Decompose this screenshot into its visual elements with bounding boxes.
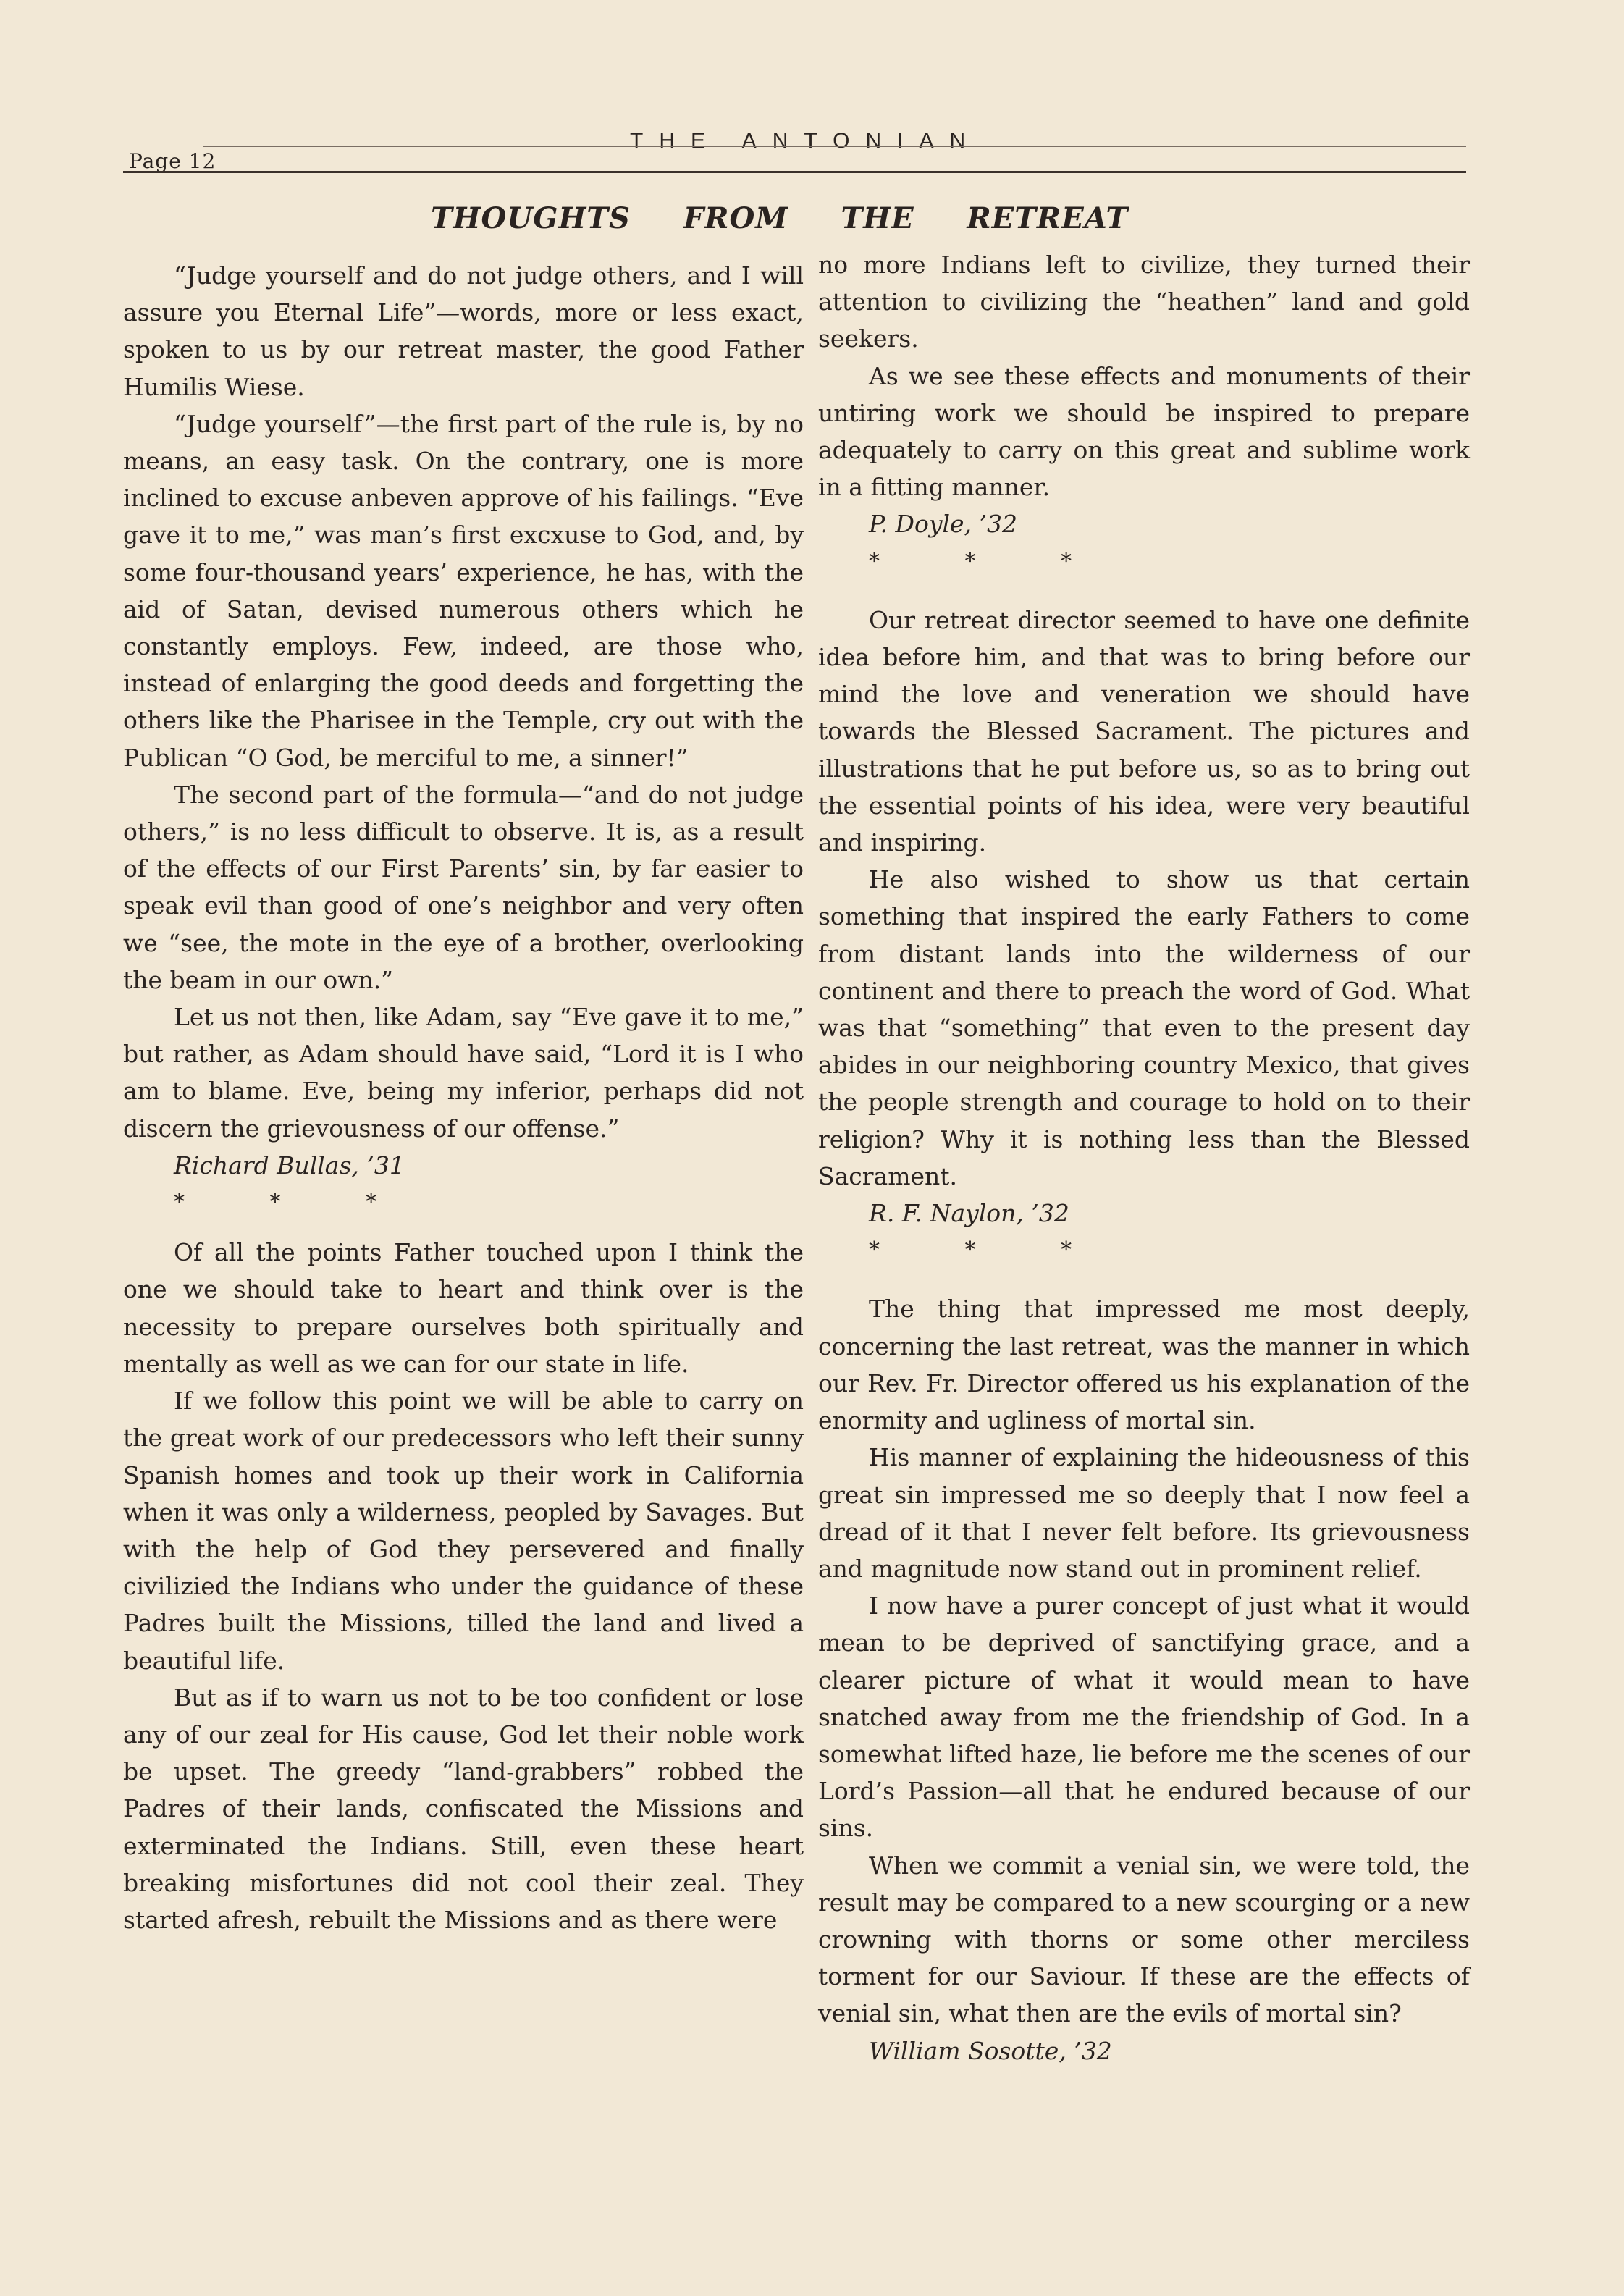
- masthead: THE ANTONIAN: [630, 129, 982, 153]
- paragraph: His manner of explaining the hideousness of this great sin impressed me so deeply that I now feel a dread of it that I never felt before. Its grievousness and magnitude now stand out in prominent relief.: [818, 1443, 1470, 1583]
- right-column: [818, 246, 1470, 2069]
- section-separator: * * *: [174, 1190, 416, 1216]
- section-separator: * * *: [869, 548, 1111, 574]
- header-rule-thin: [203, 146, 1466, 147]
- article-title: THOUGHTS FROM THE RETREAT: [431, 201, 1129, 235]
- left-column: [123, 257, 804, 1938]
- section-separator: * * *: [869, 1237, 1111, 1263]
- paragraph: The second part of the formula—“and do not judge others,” is no less difficult to observe. It is, as a result of the effects of our First Parents’ sin, by far easier to speak evil than good of one’s neighbor and very often we “see, the mote in the eye of a brother, overlooking the beam in our own.”: [123, 780, 804, 994]
- author-signature: R. F. Naylon, ’32: [869, 1199, 1069, 1228]
- page-header: [123, 129, 1466, 172]
- paragraph: Of all the points Father touched upon I think the one we should take to heart and think over is the necessity to prepare ourselves both spiritually and mentally as well as we can for our state in life.: [123, 1238, 804, 1378]
- paragraph: But as if to warn us not to be too confident or lose any of our zeal for His cause, God let their noble work be upset. The greedy “land-grabbers” robbed the Padres of their lands, confiscated the Missions and exterminated the Indians. Still, even these heart breaking misfortunes did not cool their zeal. They started afresh, rebuilt the Missions and as there were: [123, 1683, 804, 1934]
- paragraph: Let us not then, like Adam, say “Eve gave it to me,” but rather, as Adam should have said, “Lord it is I who am to blame. Eve, being my inferior, perhaps did not discern the grievousness of our offense.”: [123, 1003, 804, 1143]
- page-number: Page 12: [129, 149, 216, 173]
- paragraph: As we see these effects and monuments of their untiring work we should be inspired to prepare adequately to carry on this great and sublime work in a fitting manner.: [818, 361, 1470, 502]
- paragraph: When we commit a venial sin, we were told, the result may be compared to a new scourging or a new crowning with thorns or some other merciless torment for our Saviour. If these are the effects of venial sin, what then are the evils of mortal sin?: [818, 1851, 1470, 2028]
- paragraph: He also wished to show us that certain something that inspired the early Fathers to come from distant lands into the wilderness of our continent and there to preach the word of God. What was that “something” that even to the present day abides in our neighboring country Mexico, that gives the people strength and courage to hold on to their religion? Why it is nothing less than the Blessed Sacrament.: [818, 865, 1470, 1190]
- paragraph: “Judge yourself and do not judge others, and I will assure you Eternal Life”—words, more or less exact, spoken to us by our retreat master, the good Father Humilis Wiese.: [123, 261, 804, 401]
- paragraph: Our retreat director seemed to have one definite idea before him, and that was to bring before our mind the love and veneration we should have towards the Blessed Sacrament. The pictures and illustrations that he put before us, so as to bring out the essential points of his idea, were very beautiful and inspiring.: [818, 605, 1470, 857]
- paragraph: “Judge yourself”—the first part of the rule is, by no means, an easy task. On the contrary, one is more inclined to excuse anbeven approve of his failings. “Eve gave it to me,” was man’s first excxuse to God, and, by some four-thousand years’ experience, he has, with the aid of Satan, devised numerous others which he constantly employs. Few, indeed, are those who, instead of enlarging the good deeds and forgetting the others like the Pharisee in the Temple, cry out with the Publican “O God, be merciful to me, a sinner!”: [123, 409, 804, 772]
- paragraph: I now have a purer concept of just what it would mean to be deprived of sanctifying grace, and a clearer picture of what it would mean to have snatched away from me the friendship of God. In a somewhat lifted haze, lie before me the scenes of our Lord’s Passion—all that he endured because of our sins.: [818, 1591, 1470, 1843]
- author-signature: William Sosotte, ’32: [869, 2036, 1112, 2065]
- author-signature: P. Doyle, ’32: [869, 510, 1018, 539]
- author-signature: Richard Bullas, ’31: [174, 1151, 405, 1179]
- paragraph-continuation: no more Indians left to civilize, they turned their attention to civilizing the “heathen” land and gold seekers.: [818, 251, 1470, 353]
- header-rule: [123, 171, 1466, 173]
- paragraph: If we follow this point we will be able to carry on the great work of our predecessors who left their sunny Spanish homes and took up their work in California when it was only a wilderness, peopled by Savages. But with the help of God they persevered and finally civilizied the Indians who under the guidance of these Padres built the Missions, tilled the land and lived a beautiful life.: [123, 1387, 804, 1675]
- paragraph: The thing that impressed me most deeply, concerning the last retreat, was the manner in which our Rev. Fr. Director offered us his explanation of the enormity and ugliness of mortal sin.: [818, 1295, 1470, 1435]
